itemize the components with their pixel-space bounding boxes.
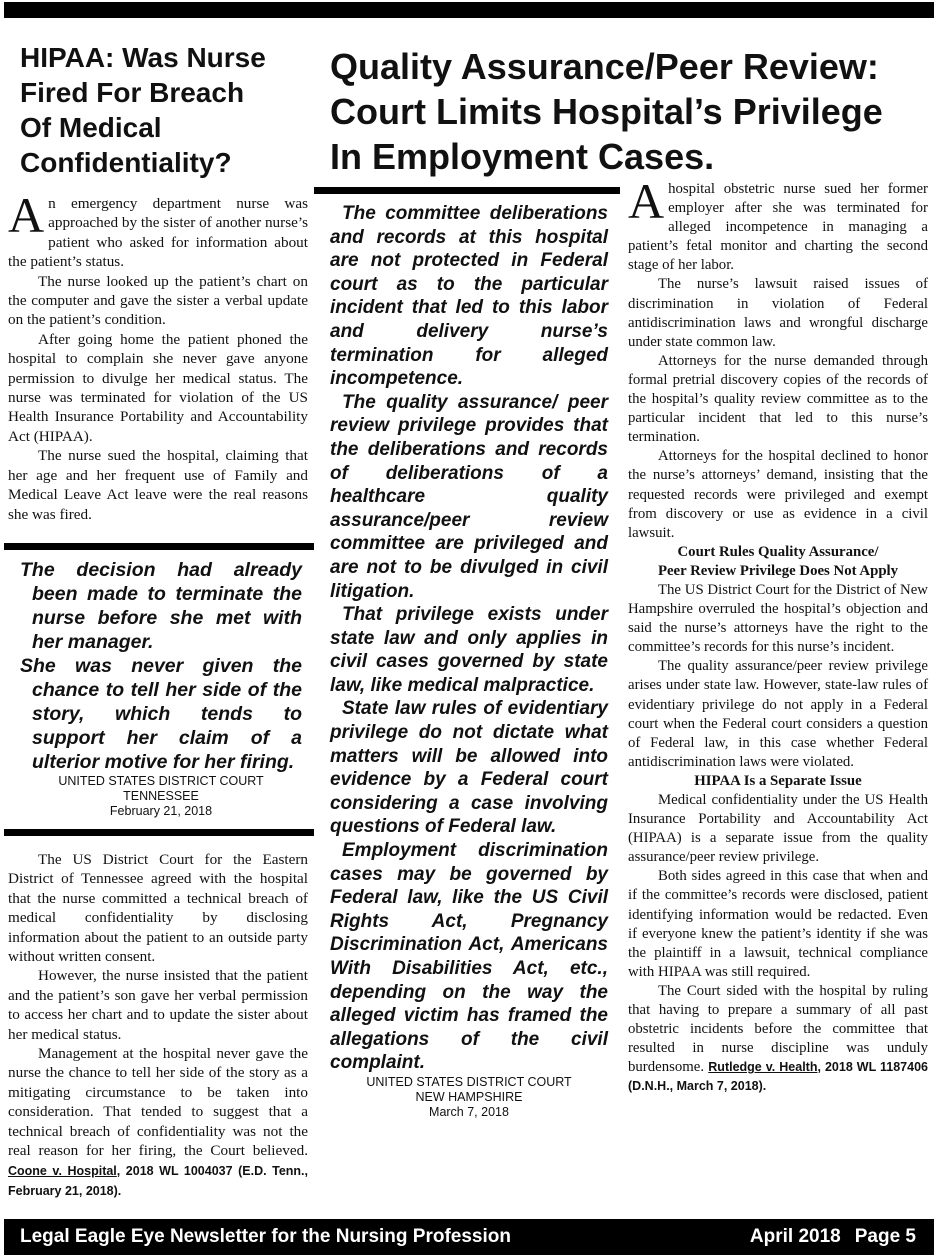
issue-date: April 2018: [749, 1226, 841, 1247]
right-article-headline: [330, 44, 930, 179]
court-attribution: UNITED STATES DISTRICT COURT NEW HAMPSHIRE March 7, 2018: [366, 1074, 572, 1119]
newsletter-footer: [4, 1219, 934, 1255]
headline-line: In Employment Cases.: [330, 136, 715, 177]
drop-cap: A: [628, 173, 665, 229]
pull-quote-paragraph: The quality assurance/ peer review privilege provides that the deliberations and records of deliberations of a healthcare quality assurance/peer review committee are privileged and are not to be divulged in civil litigation.: [330, 391, 608, 602]
pull-quote-paragraph: The decision had already been made to terminate the nurse before she met with her manager.: [20, 559, 302, 653]
body-paragraph: Both sides agreed in this case that when and if the committee’s records were disclosed, patient identifying information would be redacted. Even if everyone knew the patient’s identity if she was the plaintiff in a lawsuit, technical compliance with HIPAA was still required.: [628, 868, 928, 980]
top-rule-bar: [4, 2, 934, 18]
pull-quote-paragraph: State law rules of evidentiary privilege do not dictate what matters will be allowed into evidence by a Federal court considering a case involving questions of Federal law.: [330, 698, 608, 838]
body-paragraph: A hospital obstetric nurse sued her former employer after she was terminated for alleged incompetence in managing a patient’s fetal monitor and charting the second stage of her labor.: [628, 173, 928, 274]
headline-line: Confidentiality?: [20, 147, 232, 178]
page-number: Page 5: [854, 1226, 916, 1247]
body-paragraph: The nurse sued the hospital, claiming that her age and her frequent use of Family and Medical Leave Act leave were the real reasons she was fired.: [8, 447, 308, 523]
body-paragraph: Management at the hospital never gave the nurse the chance to tell her side of the story as a mitigating circumstance to be taken into consideration. That tended to suggest that a technical breach of confidentiality was not the real reason for her firing, the Court believed. Coone v. Hospital, 2018 WL 1004037 (E.D. Tenn., February 21, 2018).: [8, 1045, 308, 1198]
pull-quote-paragraph: She was never given the chance to tell her side of the story, which tends to support her claim of a ulterior motive for her firing.: [20, 655, 302, 773]
section-subheading: Court Rules Quality Assurance/ Peer Review Privilege Does Not Apply: [657, 543, 899, 579]
left-article-headline: [20, 40, 310, 180]
case-citation: Rutledge v. Health, 2018 WL 1187406 (D.N.H., March 7, 2018).: [628, 1060, 928, 1094]
body-paragraph: The nurse looked up the patient’s chart on the computer and gave the sister a verbal update on the patient’s condition.: [8, 272, 308, 329]
right-article-body: [628, 173, 928, 1097]
body-paragraph: Attorneys for the nurse demanded through formal pretrial discovery copies of the records of the hospital’s quality review committee as to the particular incident that led to this nurse’s termination.: [628, 352, 928, 446]
section-divider: [4, 829, 314, 836]
body-paragraph: The nurse’s lawsuit raised issues of discrimination in violation of Federal antidiscrimination laws and wrongful discharge under state common law.: [628, 276, 928, 350]
section-divider: [4, 543, 314, 550]
section-divider: [314, 187, 620, 194]
body-paragraph: An emergency department nurse was approached by the sister of another nurse’s patient who asked for information about the patient’s status.: [8, 187, 308, 271]
body-paragraph: The quality assurance/peer review privilege arises under state law. However, state-law rules of evidentiary privilege do not apply in a Federal court when the Federal court considers a question of Federal law, in this case whether Federal antidiscrimination laws were violated.: [628, 658, 928, 770]
right-pull-quote: [330, 202, 608, 1120]
body-paragraph: Medical confidentiality under the US Health Insurance Portability and Accountability Act (HIPAA) is a separate issue from the quality assurance/peer review privilege.: [628, 792, 928, 866]
body-paragraph: The US District Court for the District of New Hampshire overruled the hospital’s objection and said the nurse’s attorneys have the right to the committee’s records for this nurse’s incident.: [628, 581, 928, 656]
body-paragraph: After going home the patient phoned the hospital to complain she never gave anyone permission to divulge her medical status. The nurse was terminated for violation of the US Health Insurance Portability and Accountability Act (HIPAA).: [8, 330, 308, 445]
headline-line: Fired For Breach: [20, 77, 245, 108]
headline-line: HIPAA: Was Nurse: [20, 42, 266, 73]
drop-cap: A: [8, 187, 45, 243]
headline-line: Of Medical: [20, 112, 162, 143]
left-article-body: [8, 187, 308, 524]
pull-quote-paragraph: Employment discrimination cases may be governed by Federal law, like the US Civil Rights Act, Pregnancy Discrimination Act, Americans With Disabilities Act, etc., depending on the way the alleged victim has framed the allegations of the civil complaint.: [330, 840, 608, 1074]
newsletter-title: Legal Eagle Eye Newsletter for the Nursing Profession: [20, 1226, 511, 1247]
court-attribution: UNITED STATES DISTRICT COURT TENNESSEE February 21, 2018: [58, 774, 264, 818]
left-article-body-continued: [8, 850, 308, 1201]
body-paragraph: The Court sided with the hospital by ruling that having to prepare a summary of all past obstetric incidents before the committee that resulted in nurse discipline was unduly burdensome. Rutledge v. Health, 2018 WL 1187406 (D.N.H., March 7, 2018).: [628, 982, 928, 1094]
headline-line: Court Limits Hospital’s Privilege: [330, 91, 883, 132]
pull-quote-paragraph: That privilege exists under state law and only applies in civil cases governed by state law, like medical malpractice.: [330, 604, 608, 696]
issue-info: [736, 1219, 916, 1255]
headline-line: Quality Assurance/Peer Review:: [330, 46, 879, 87]
body-paragraph: However, the nurse insisted that the patient and the patient’s son gave her verbal permission to access her chart and to update the sister about her medical status.: [8, 967, 308, 1043]
case-citation: Coone v. Hospital, 2018 WL 1004037 (E.D. Tenn., February 21, 2018).: [8, 1163, 308, 1198]
section-subheading: HIPAA Is a Separate Issue: [694, 772, 862, 789]
left-pull-quote: [20, 558, 302, 819]
pull-quote-paragraph: The committee deliberations and records at this hospital are not protected in Federal court as to the particular incident that led to this labor and delivery nurse’s termination for alleged incompetence.: [330, 203, 608, 390]
body-paragraph: Attorneys for the hospital declined to honor the nurse’s attorneys’ demand, insisting that the requested records were privileged and exempt from discovery or use as evidence in a civil lawsuit.: [628, 448, 928, 541]
body-paragraph: The US District Court for the Eastern District of Tennessee agreed with the hospital that the nurse committed a technical breach of medical confidentiality by disclosing information about the patient to an outside party without written consent.: [8, 851, 308, 966]
